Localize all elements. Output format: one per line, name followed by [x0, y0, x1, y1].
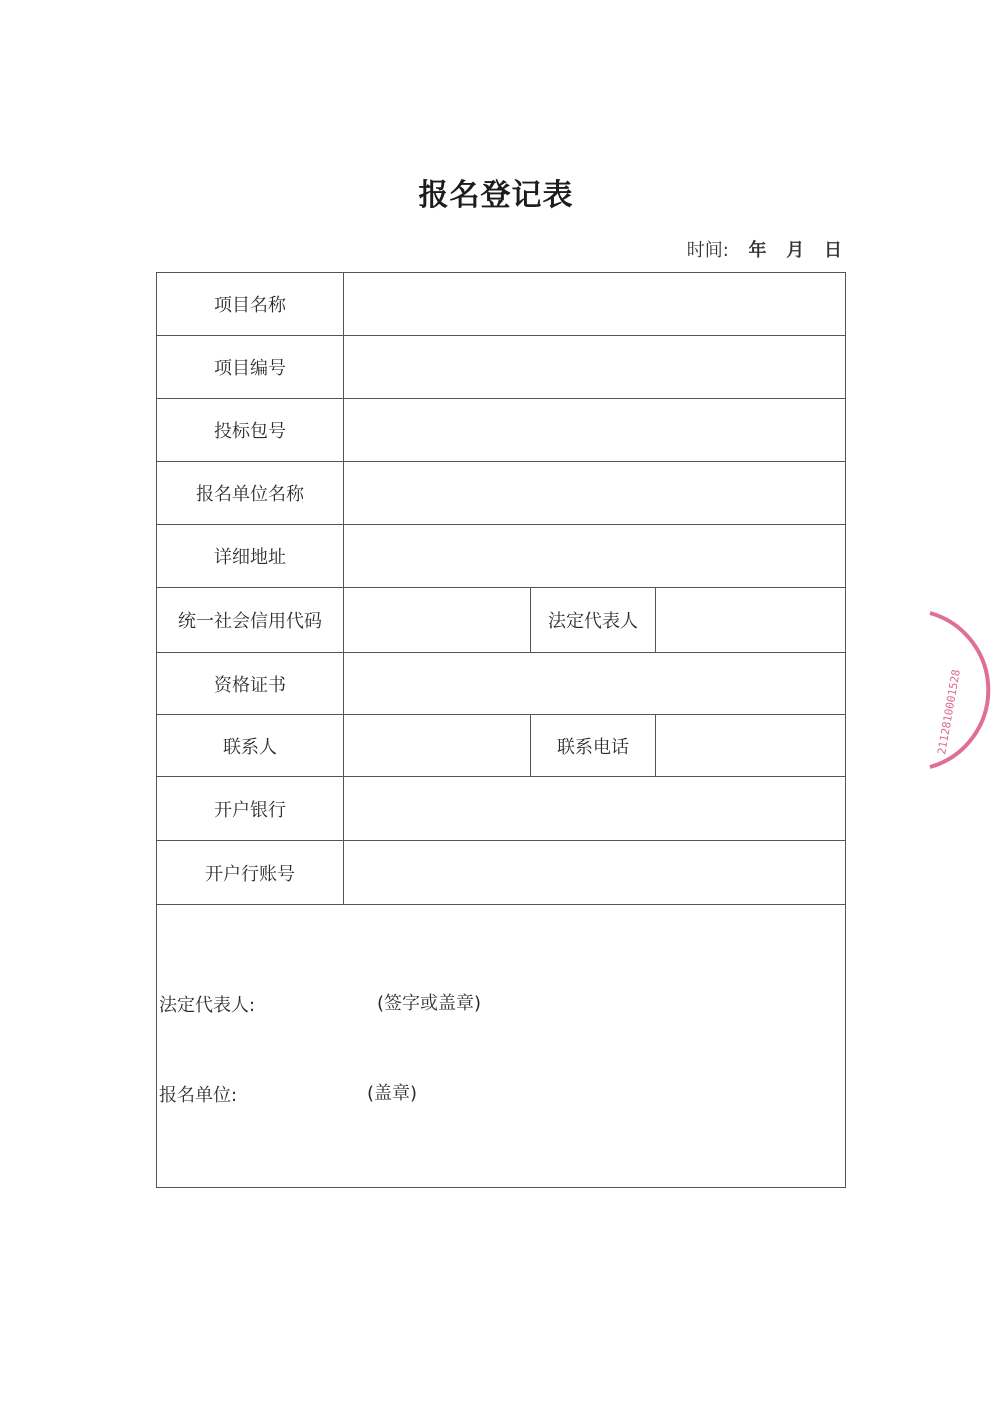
label-contact: 联系人 [157, 715, 344, 776]
partial-seal-stamp [905, 605, 992, 775]
date-line [681, 236, 842, 262]
row-qualification [157, 653, 845, 715]
date-year: 年 [748, 240, 767, 261]
label-project-no: 项目编号 [157, 336, 344, 398]
row-lot-no [157, 399, 845, 462]
label-qualification: 资格证书 [157, 653, 344, 714]
label-unit-name: 报名单位名称 [157, 462, 344, 524]
label-account: 开户行账号 [157, 841, 344, 904]
field-contact-phone[interactable] [656, 715, 845, 776]
label-project-name: 项目名称 [157, 273, 344, 335]
signature-area [157, 905, 845, 1187]
row-unit-name [157, 462, 845, 525]
date-month: 月 [786, 240, 805, 261]
label-address: 详细地址 [157, 525, 344, 587]
legal-rep-sign-hint: (签字或盖章) [377, 993, 482, 1014]
field-credit-code[interactable] [344, 588, 531, 652]
label-bank: 开户银行 [157, 777, 344, 840]
row-account [157, 841, 845, 905]
row-credit-code [157, 588, 845, 653]
field-legal-rep[interactable] [656, 588, 845, 652]
field-lot-no[interactable] [344, 399, 845, 461]
label-credit-code: 统一社会信用代码 [157, 588, 344, 652]
row-project-name [157, 273, 845, 336]
date-label: 时间: [686, 240, 729, 261]
field-project-name[interactable] [344, 273, 845, 335]
field-project-no[interactable] [344, 336, 845, 398]
field-account[interactable] [344, 841, 845, 904]
row-bank [157, 777, 845, 841]
row-project-no [157, 336, 845, 399]
unit-sign-label: 报名单位: [159, 1085, 238, 1106]
stamp-number: 2112810001528 [935, 668, 963, 756]
field-bank[interactable] [344, 777, 845, 840]
label-legal-rep: 法定代表人 [531, 588, 656, 652]
page-title: 报名登记表 [418, 178, 574, 213]
date-day: 日 [824, 240, 842, 261]
label-lot-no: 投标包号 [157, 399, 344, 461]
legal-rep-sign-label: 法定代表人: [159, 995, 256, 1016]
unit-sign-hint: (盖章) [367, 1083, 418, 1104]
registration-form [156, 272, 846, 1188]
field-qualification[interactable] [344, 653, 845, 714]
field-unit-name[interactable] [344, 462, 845, 524]
field-address[interactable] [344, 525, 845, 587]
label-contact-phone: 联系电话 [531, 715, 656, 776]
row-contact [157, 715, 845, 777]
field-contact[interactable] [344, 715, 531, 776]
row-address [157, 525, 845, 588]
